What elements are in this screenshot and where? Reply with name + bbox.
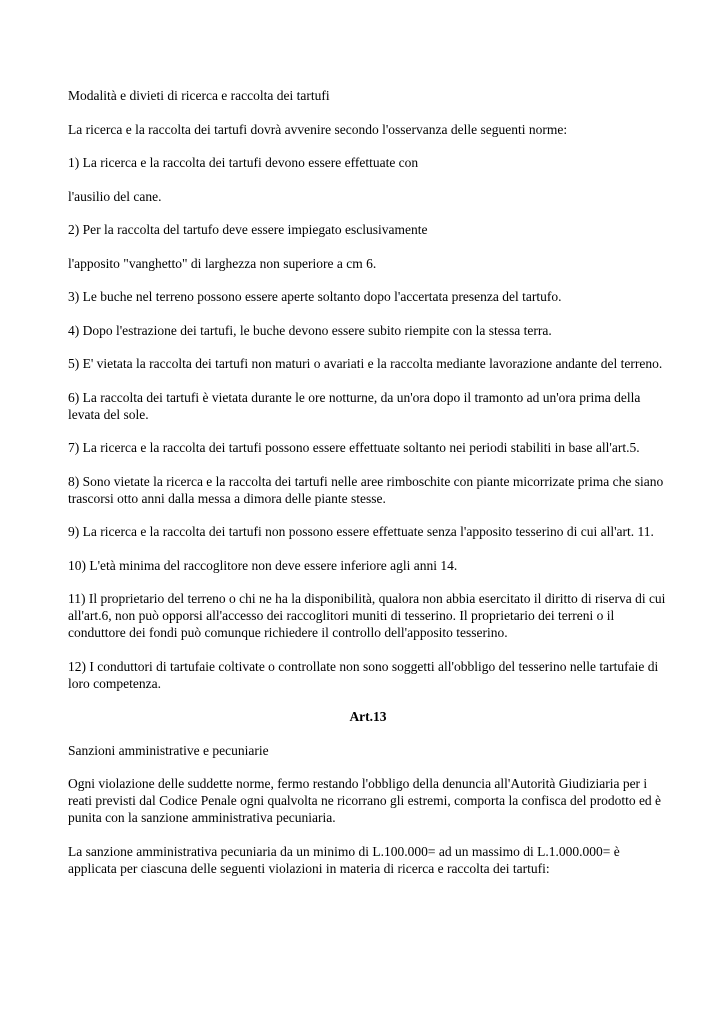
rule-paragraph: 8) Sono vietate la ricerca e la raccolta dei tartufi nelle aree rimboschite con piante micorrizate prima che siano trascorsi otto anni dalla messa a dimora delle piante stesse.: [68, 473, 664, 506]
section-title: Modalità e divieti di ricerca e raccolta dei tartufi: [68, 88, 330, 103]
rule-paragraph: l'ausilio del cane.: [68, 188, 162, 204]
rule-paragraph: 12) I conduttori di tartufaie coltivate o controllate non sono soggetti all'obbligo del tesserino nelle tartufaie di loro competenza.: [68, 658, 659, 691]
rule-paragraph: l'apposito "vanghetto" di larghezza non superiore a cm 6.: [68, 255, 377, 271]
article-heading: Art.13: [349, 709, 387, 724]
rule-paragraph: 9) La ricerca e la raccolta dei tartufi non possono essere effettuate senza l'apposito tesserino di cui all'art. 11.: [68, 524, 654, 539]
rule-paragraph: 4) Dopo l'estrazione dei tartufi, le buche devono essere subito riempite con la stessa terra.: [68, 322, 552, 338]
rule-paragraph: 10) L'età minima del raccoglitore non deve essere inferiore agli anni 14.: [68, 557, 458, 573]
rule-paragraph: 6) La raccolta dei tartufi è vietata durante le ore notturne, da un'ora dopo il tramonto ad un'ora prima della levata del sole.: [68, 389, 641, 422]
rule-paragraph: 1) La ricerca e la raccolta dei tartufi devono essere effettuate con: [68, 155, 419, 170]
rule-paragraph: 7) La ricerca e la raccolta dei tartufi possono essere effettuate soltanto nei periodi stabiliti in base all'art.5.: [68, 440, 640, 455]
rule-paragraph: 2) Per la raccolta del tartufo deve essere impiegato esclusivamente: [68, 222, 428, 237]
article-paragraph: La sanzione amministrativa pecuniaria da un minimo di L.100.000= ad un massimo di L.1.000.000= è applicata per ciascuna delle seguenti violazioni in materia di ricerca e raccolta dei tartufi:: [68, 843, 620, 876]
rule-paragraph: 5) E' vietata la raccolta dei tartufi non maturi o avariati e la raccolta mediante lavorazione andante del terreno.: [68, 356, 663, 371]
document-page: [68, 87, 668, 893]
article-subtitle: Sanzioni amministrative e pecuniarie: [68, 742, 269, 758]
intro-paragraph: La ricerca e la raccolta dei tartufi dovrà avvenire secondo l'osservanza delle seguenti norme:: [68, 121, 568, 137]
rule-paragraph: 11) Il proprietario del terreno o chi ne ha la disponibilità, qualora non abbia esercitato il diritto di riserva di cui all'art.6, non può opporsi all'accesso dei raccoglitori muniti di tesserino. Il proprietario dei terreni o il conduttore dei fondi può comunque richiedere il controllo dell'apposito tesserino.: [68, 591, 666, 640]
rule-paragraph: 3) Le buche nel terreno possono essere aperte soltanto dopo l'accertata presenza del tartufo.: [68, 289, 562, 304]
article-paragraph: Ogni violazione delle suddette norme, fermo restando l'obbligo della denuncia all'Autorità Giudiziaria per i reati previsti dal Codice Penale ogni qualvolta ne ricorrano gli estremi, comporta la confisca del prodotto ed è punita con la sanzione amministrativa pecuniaria.: [68, 776, 662, 825]
